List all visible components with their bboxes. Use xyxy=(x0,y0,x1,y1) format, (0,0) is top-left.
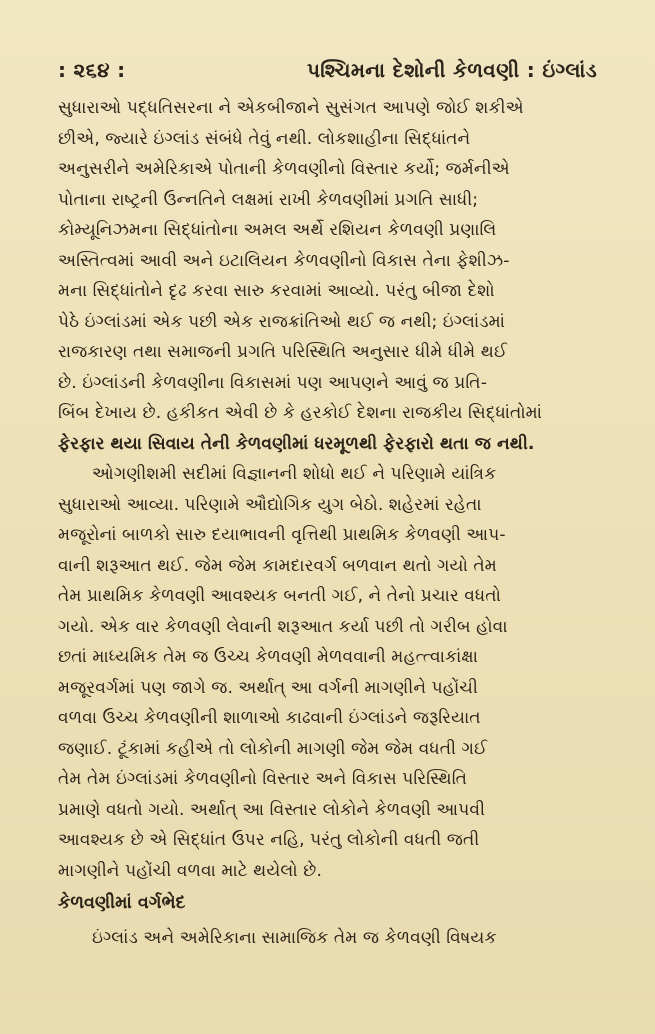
text-line: છે. ઇંગ્લાંડની કેળવણીના વિકાસમાં પણ આપણને આવું જ પ્રતિ- xyxy=(58,372,487,393)
page-number: : ૨૬૪ : xyxy=(58,58,126,82)
paragraph-2 xyxy=(58,459,598,886)
text-line: ઇંગ્લાંડ અને અમેરિકાના સામાજિક તેમ જ કેળવણી વિષયક xyxy=(92,927,497,948)
text-line: સુધારાઓ પદ્ધતિસરના ને એકબીજાને સુસંગત આપણે જોઈ શકીએ xyxy=(58,98,524,118)
paragraph-1 xyxy=(58,93,598,459)
text-line: પેઠે ઇંગ્લાંડમાં એક પછી એક રાજક્રાંતિઓ થઈ જ નથી; ઇંગ્લાંડમાં xyxy=(58,311,506,332)
text-line: છતાં માધ્યમિક તેમ જ ઉચ્ચ કેળવણી મેળવવાની મહત્ત્વાકાંક્ષા xyxy=(58,647,478,667)
text-line: જણાઈ. ટૂંકામાં કહીએ તો લોકોની માગણી જેમ જેમ વધતી ગઈ xyxy=(58,738,488,759)
page-header xyxy=(58,50,597,90)
paragraph-3 xyxy=(58,923,598,954)
section-heading: કેળવણીમાં વર્ગભેદ xyxy=(58,893,186,913)
text-line: મજૂરવર્ગમાં પણ જાગે જ. અર્થાત્ આ વર્ગની માગણીને પહોંચી xyxy=(58,677,478,698)
text-line: વળવા ઉચ્ચ કેળવણીની શાળાઓ કાઢવાની ઇંગ્લાંડને જરૂરિયાત xyxy=(58,708,481,728)
text-line: ગયો. એક વાર કેળવણી લેવાની શરૂઆત કર્યા પછી તો ગરીબ હોવા xyxy=(58,616,508,637)
text-line: તેમ તેમ ઇંગ્લાંડમાં કેળવણીનો વિસ્તાર અને વિકાસ પરિસ્થિતિ xyxy=(58,769,467,789)
text-line: મના સિદ્ધાંતોને દૃઢ કરવા સારુ કરવામાં આવ્યો. પરંતુ બીજા દેશો xyxy=(58,281,495,301)
page-body xyxy=(58,93,598,953)
text-line: છીએ, જ્યારે ઇંગ્લાંડ સંબંધે તેવું નથી. લોકશાહીના સિદ્ધાંતને xyxy=(58,128,471,149)
text-line: બિંબ દેખાય છે. હકીકત એવી છે કે હરકોઈ દેશના રાજકીય સિદ્ધાંતોમાં xyxy=(58,403,543,423)
text-line: સુધારાઓ આવ્યા. પરિણામે ઔદ્યોગિક યુગ બેઠો. શહેરમાં રહેતા xyxy=(58,494,482,515)
text-line: પ્રમાણે વધતો ગયો. અર્થાત્ આ વિસ્તાર લોકોને કેળવણી આપવી xyxy=(58,799,485,820)
text-line: અસ્તિત્વમાં આવી અને ઇટાલિયન કેળવણીનો વિકાસ તેના ફેશીઝ- xyxy=(58,250,510,271)
text-line: પોતાના રાષ્ટ્રની ઉન્નતિને લક્ષમાં રાખી કેળવણીમાં પ્રગતિ સાધી; xyxy=(58,189,479,210)
text-line: અનુસરીને અમેરિકાએ પોતાની કેળવણીનો વિસ્તાર કર્યો; જર્મનીએ xyxy=(58,159,510,179)
text-line: વાની શરૂઆત થઈ. જેમ જેમ કામદારવર્ગ બળવાન થતો ગયો તેમ xyxy=(58,555,497,576)
text-line: ઓગણીશમી સદીમાં વિજ્ઞાનની શોધો થઈ ને પરિણામે યાંત્રિક xyxy=(92,464,497,484)
text-line: આવશ્યક છે એ સિદ્ધાંત ઉપર નહિ, પરંતુ લોકોની વધતી જતી xyxy=(58,830,480,850)
text-line: કોમ્યૂનિઝમના સિદ્ધાંતોના અમલ અર્થે રશિયન કેળવણી પ્રણાલિ xyxy=(58,220,497,240)
running-title: પશ્ચિમના દેશોની કેળવણી : ઇંગ્લાંડ xyxy=(306,58,597,82)
text-line: ફેરફાર થયા સિવાય તેની કેળવણીમાં ધરમૂળથી ફેરફારો થતા જ નથી. xyxy=(58,433,535,454)
text-line: મજૂરોનાં બાળકો સારુ દયાભાવની વૃત્તિથી પ્રાથમિક કેળવણી આપ- xyxy=(58,525,506,545)
text-line: માગણીને પહોંચી વળવા માટે થયેલો છે. xyxy=(58,860,322,881)
text-line: તેમ પ્રાથમિક કેળવણી આવશ્યક બનતી ગઈ, ને તેનો પ્રચાર વધતો xyxy=(58,586,501,606)
text-line: રાજકારણ તથા સમાજની પ્રગતિ પરિસ્થિતિ અનુસાર ધીમે ધીમે થઈ xyxy=(58,342,508,362)
